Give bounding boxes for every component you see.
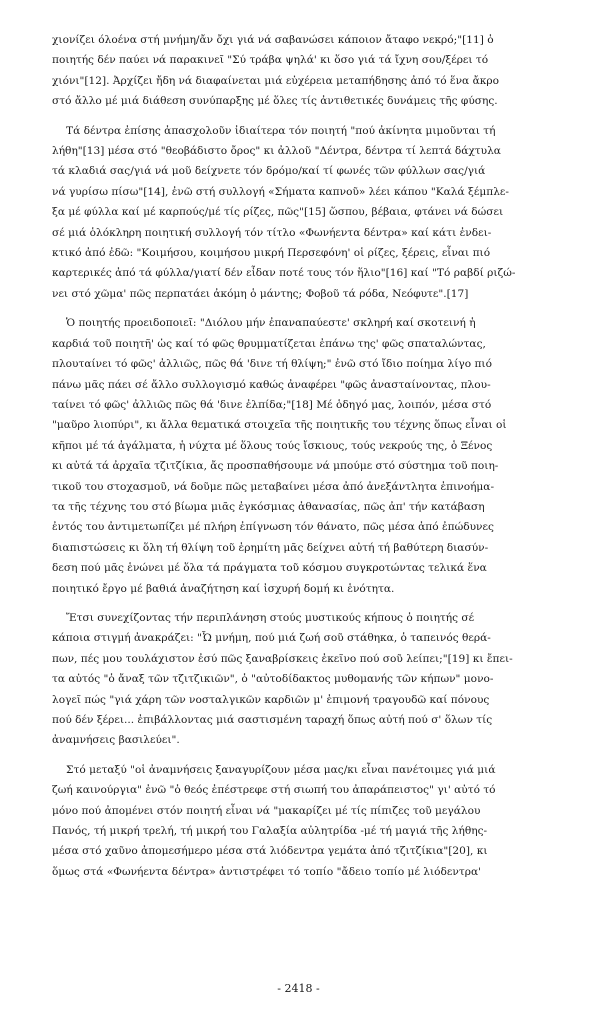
text-line: ἐντός του ἀντιμετωπίζει μέ πλήρη ἐπίγνωση τόν θάνατο, πῶς μέσα ἀπό ἐπώδυνες xyxy=(52,521,494,534)
text-line: τικοῦ του στοχασμοῦ, νά δοῦμε πῶς μεταβαίνει μέσα ἀπό ἀνεξάντλητα ἐπινοήμα- xyxy=(52,480,495,493)
text-line: Τά δέντρα ἐπίσης ἀπασχολοῦν ἰδιαίτερα τόν ποιητή "πού ἀκίνητα μιμοῦνται τή xyxy=(66,124,496,137)
text-line: τά κλαδιά σας/γιά νά μοῦ δείχνετε τόν δρόμο/καί τί φωνές τῶν φύλλων σας/γιά xyxy=(52,165,486,178)
text-line: ξα μέ φύλλα καί μέ καρπούς/μέ τίς ρίζες, πῶς"[15] ὥσπου, βέβαια, φτάνει νά δώσει xyxy=(52,206,504,219)
text-line: κῆποι μέ τά ἀγάλματα, ἡ νύχτα μέ ὅλους τούς ἴσκιους, τούς νεκρούς της, ὁ Ξένος xyxy=(52,439,493,452)
text-line: ἀναμνήσεις βασιλεύει". xyxy=(52,734,180,747)
paragraph xyxy=(52,760,569,882)
text-line: νει στό χῶμα' πῶς περπατάει ἀκόμη ὁ μάντης; Φοβοῦ τά ρόδα, Νεόφυτε".[17] xyxy=(52,287,469,300)
paragraph xyxy=(52,313,569,599)
text-line: τα αὐτός "ὁ ἄναξ τῶν τζιτζικιῶν", ὁ "αὐτοδίδακτος μυθομανής τῶν κήπων" μονο- xyxy=(52,673,494,686)
page-number: - 2418 - xyxy=(277,982,320,995)
text-line: κι αὐτά τά ἀρχαῖα τζιτζίκια, ἄς προσπαθήσουμε νά μπούμε στό σύστημα τοῦ ποιη- xyxy=(52,460,499,473)
text-line: καρτερικές ἀπό τά φύλλα/γιατί δέν εἶδαν ποτέ τους τόν ἥλιο"[16] καί "Τό ραβδί ριζώ- xyxy=(52,267,516,280)
text-line: χιονίζει όλοένα στή μνήμη/ἄν ὄχι γιά νά σαβανώσει κάποιον ἄταφο νεκρό;"[11] ὁ xyxy=(52,34,494,46)
text-line: ποιητής δέν παύει νά παρακινεῖ "Σύ τράβα ψηλά' κι ὅσο γιά τά ἴχνη σου/ξέρει τό xyxy=(52,54,489,67)
text-line: Πανός, τή μικρή τρελή, τή μικρή του Γαλαξία αὐλητρίδα -μέ τή μαγιά τῆς λήθης- xyxy=(52,825,488,838)
text-line: νά γυρίσω πίσω"[14], ἐνῶ στή συλλογή «Σήματα καπνοῦ» λέει κάπου "Καλά ξέμπλε- xyxy=(52,185,510,198)
text-line: Ἔτσι συνεχίζοντας τήν περιπλάνηση στούς μυστικούς κήπους ὁ ποιητής σέ xyxy=(66,611,475,624)
text-line: ζωή καινούργια" ἐνῶ "ὁ θεός ἐπέστρεφε στή σιωπή του ἀπαράπειστος" γι' αὐτό τό xyxy=(52,784,496,797)
paragraph xyxy=(52,608,569,751)
text-line: Στό μεταξύ "οἱ ἀναμνήσεις ξαναγυρίζουν μέσα μας/κι εἶναι πανέτοιμες γιά μιά xyxy=(66,763,496,776)
text-line: ὅμως στά «Φωνήεντα δέντρα» ἀντιστρέφει τό τοπίο "ἄδειο τοπίο μέ λιόδεντρα' xyxy=(52,865,482,878)
text-line: "μαῦρο λιοπύρι", κι ἄλλα θεματικά στοιχεῖα τῆς ποιητικῆς του τέχνης ὅπως εἶναι οἱ xyxy=(52,419,507,432)
text-line: λήθη"[13] μέσα στό "θεοβάδιστο ὄρος" κι ἀλλοῦ "Δέντρα, δέντρα τί λεπτά δάχτυλα xyxy=(52,145,501,158)
page-body xyxy=(52,30,569,891)
paragraph xyxy=(52,30,569,112)
text-line: μέσα στό χαῦνο ἀπομεσήμερο μέσα στά λιόδεντρα γεμάτα ἀπό τζιτζίκια"[20], κι xyxy=(52,845,488,858)
paragraph xyxy=(52,121,569,305)
text-line: μόνο πού ἀπομένει στόν ποιητή εἶναι νά "μακαρίζει μέ τίς πίπιζες τοῦ μεγάλου xyxy=(52,804,481,817)
text-line: πων, πές μου τουλάχιστον ἐσύ πῶς ξαναβρίσκεις ἐκεῖνο πού σοῦ λείπει;"[19] κι ἔπει- xyxy=(52,652,513,665)
text-line: δεση πού μᾶς ἑνώνει μέ ὅλα τά πράγματα τοῦ κόσμου συγκροτώντας τελικά ἕνα xyxy=(52,562,487,575)
text-line: χιόνι"[12]. Ἀρχίζει ἤδη νά διαφαίνεται μιά εὐχέρεια μεταπήδησης ἀπό τό ἕνα ἄκρο xyxy=(52,74,499,87)
text-line: Ὁ ποιητής προειδοποιεῖ: "Διόλου μήν ἐπαναπαύεστε' σκληρή καί σκοτεινή ἡ xyxy=(66,317,476,330)
text-line: ποιητικό ἔργο μέ βαθιά ἀναζήτηση καί ἰσχυρή δομή κι ἑνότητα. xyxy=(52,582,395,595)
text-line: τα τῆς τέχνης του στό βίωμα μιᾶς ἐγκόσμιας ἀθανασίας, πῶς ἀπ' τήν κατάβαση xyxy=(52,500,485,513)
text-line: κτικό ἀπό ἐδῶ: "Κοιμήσου, κοιμήσου μικρή Περσεφόνη' οἱ ρίζες, ξέρεις, εἶναι πιό xyxy=(52,247,491,260)
text-line: πλουταίνει τό φῶς' ἀλλιῶς, πῶς θά 'δινε τή θλίψη;" ἐνῶ στό ἴδιο ποίημα λίγο πιό xyxy=(52,358,492,371)
text-line: διαπιστώσεις κι ὅλη τή θλίψη τοῦ ἐρημίτη μᾶς δείχνει αὐτή τή βαθύτερη διασύν- xyxy=(52,541,489,554)
text-line: καρδιά τοῦ ποιητῆ' ὡς καί τό φῶς θρυμματίζεται ἐπάνω της' φῶς σπαταλώντας, xyxy=(52,337,486,350)
text-line: σέ μιά ὁλόκληρη ποιητική συλλογή τόν τίτλο «Φωνήεντα δέντρα» καί κάτι ἐνδει- xyxy=(52,226,492,239)
text-line: λογεῖ πώς "γιά χάρη τῶν νοσταλγικῶν καρδιῶν μ' ἐπιμονή τραγουδῶ καί πόνους xyxy=(52,693,490,706)
text-line: στό ἄλλο μέ μιά διάθεση συνύπαρξης μέ ὅλες τίς ἀντιθετικές δυνάμεις τῆς φύσης. xyxy=(52,95,498,108)
text-line: ταίνει τό φῶς' ἀλλιῶς πῶς θά 'δινε ἐλπίδα;"[18] Μέ ὁδηγό μας, λοιπόν, μέσα στό xyxy=(52,398,492,411)
text-line: κάποια στιγμή ἀνακράζει: "Ὦ μνήμη, πού μιά ζωή σοῦ στάθηκα, ὁ ταπεινός θερά- xyxy=(52,632,491,645)
text-line: πάνω μᾶς πάει σέ ἄλλο συλλογισμό καθώς ἀναφέρει "φῶς ἀνασταίνοντας, πλου- xyxy=(52,378,491,391)
text-line: πού δέν ξέρει... ἐπιβάλλοντας μιά σαστισμένη ταραχή ὅπως αὐτή πού σ' ὅλων τίς xyxy=(52,714,493,726)
